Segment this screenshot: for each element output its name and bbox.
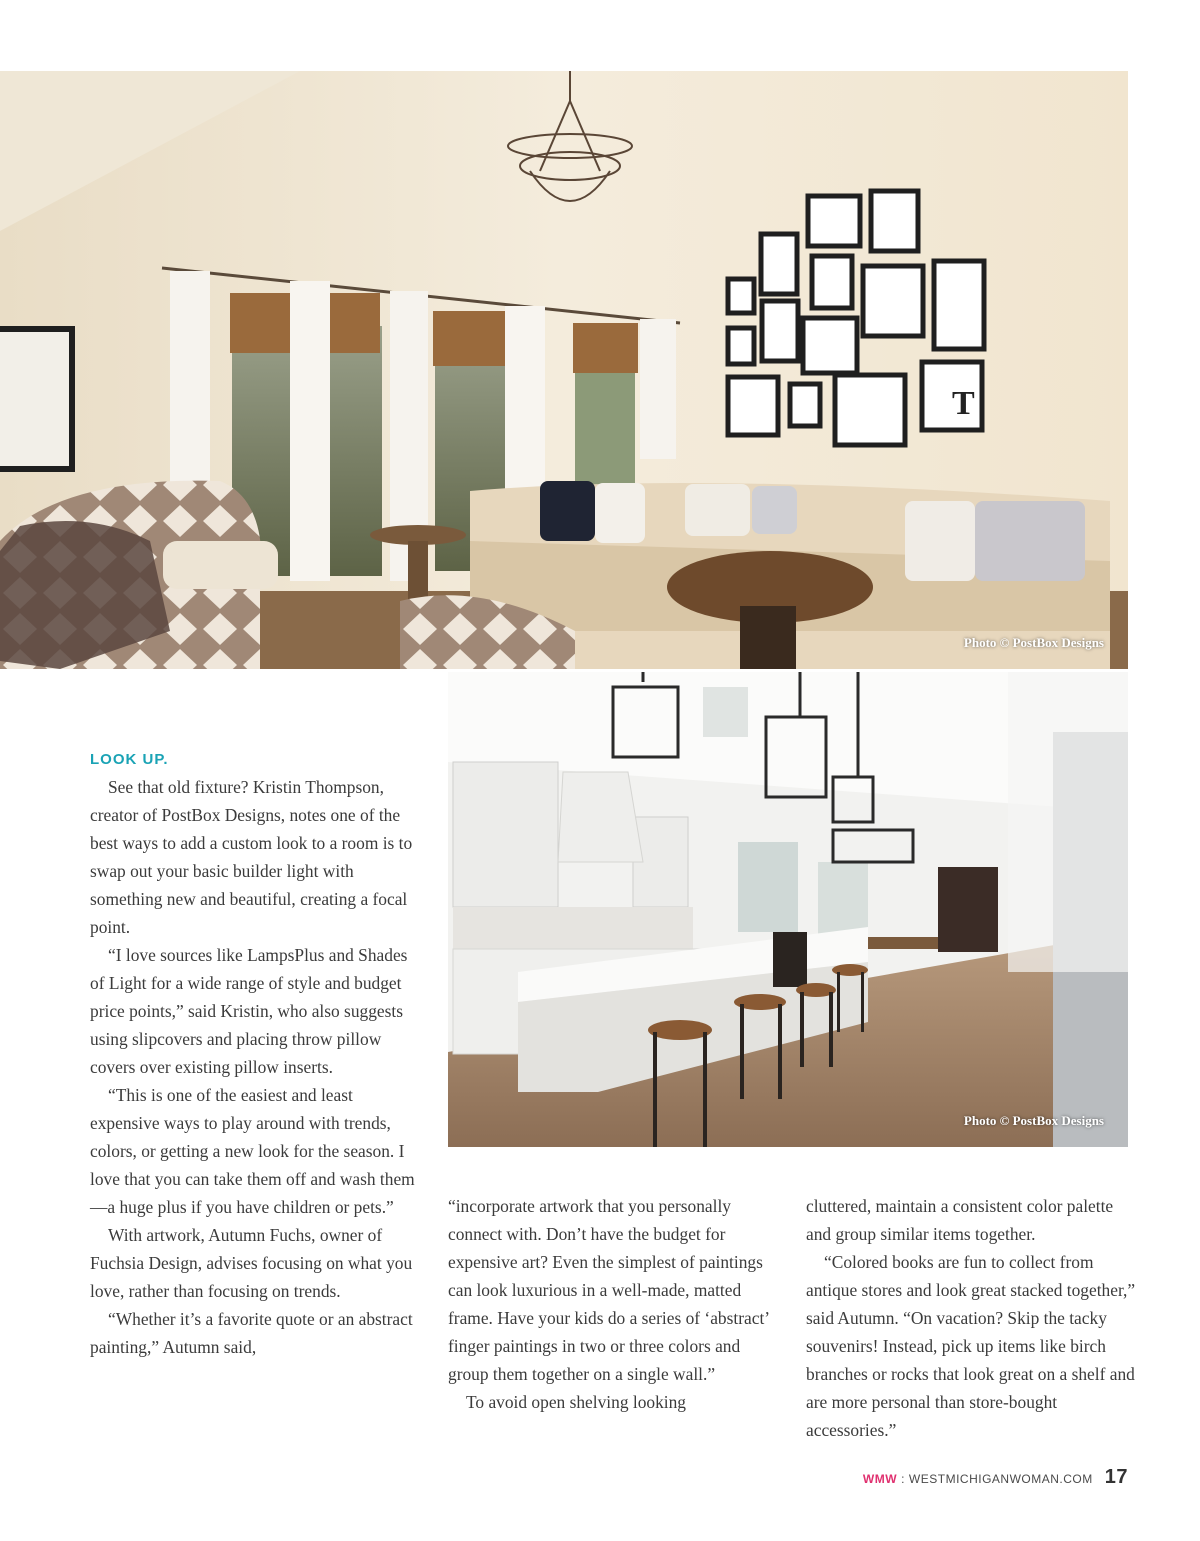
article-column-3 <box>806 1192 1136 1444</box>
section-heading: LOOK UP. <box>90 751 169 768</box>
paragraph: To avoid open shelving looking <box>466 1392 687 1412</box>
magazine-brand: WMW <box>862 1472 898 1486</box>
living-room-photo <box>0 71 1128 669</box>
website-url[interactable]: WESTMICHIGANWOMAN.COM <box>908 1472 1093 1486</box>
footer-separator: : <box>901 1472 905 1486</box>
kitchen-photo <box>448 672 1128 1147</box>
paragraph: See that old fixture? Kristin Thompson, creator of PostBox Designs, notes one of the best ways to add a custom look to a room is to swap out your basic builder light with something new and beautiful, creating a focal point. <box>90 777 413 937</box>
paragraph: “incorporate artwork that you personally connect with. Don’t have the budget for expensive art? Even the simplest of paintings can look luxurious in a well-made, matted frame. Have your kids do a series of ‘abstract’ finger paintings in two or three colors and group them together on a single wall.” <box>448 1196 769 1384</box>
page-number: 17 <box>1104 1466 1128 1488</box>
svg-text:T: T <box>952 385 975 422</box>
paragraph: “This is one of the easiest and least expensive ways to play around with trends, colors, or getting a new look for the season. I love that you can take them off and wash them—a huge plus if you have children or pets.” <box>90 1085 415 1217</box>
paragraph: “Whether it’s a favorite quote or an abstract painting,” Autumn said, <box>90 1309 413 1357</box>
paragraph: “I love sources like LampsPlus and Shades of Light for a wide range of style and budget price points,” said Kristin, who also suggests using slipcovers and placing throw pillow covers over existing pillow inserts. <box>90 945 408 1077</box>
paragraph: cluttered, maintain a consistent color palette and group similar items together. <box>806 1196 1114 1244</box>
article-column-2 <box>448 1192 778 1416</box>
photo-credit: Photo © PostBox Designs <box>963 635 1104 650</box>
paragraph: “Colored books are fun to collect from antique stores and look great stacked together,” said Autumn. “On vacation? Skip the tacky souvenirs! Instead, pick up items like birch branches or rocks that look great on a shelf and are more personal than store-bought accessories.” <box>806 1252 1136 1440</box>
photo-credit: Photo © PostBox Designs <box>963 1113 1104 1128</box>
paragraph: With artwork, Autumn Fuchs, owner of Fuchsia Design, advises focusing on what you love, rather than focusing on trends. <box>90 1225 413 1301</box>
article-column-1 <box>90 748 420 1361</box>
page-footer <box>863 1466 1128 1489</box>
